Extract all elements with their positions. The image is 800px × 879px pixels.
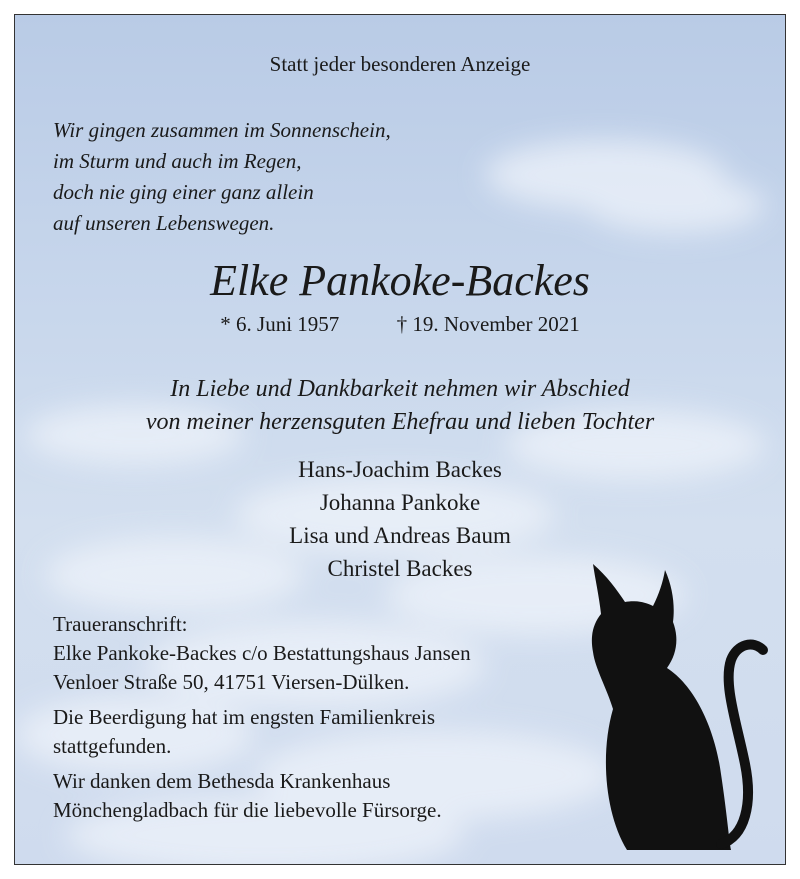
deceased-name: Elke Pankoke-Backes [210, 256, 590, 305]
family-member: Hans-Joachim Backes [298, 457, 502, 482]
address-heading: Traueranschrift: [53, 612, 188, 636]
farewell-text [15, 373, 785, 439]
poem-line: Wir gingen zusammen im Sonnenschein, [53, 118, 391, 142]
thanks-note-line: Mönchengladbach für die liebevolle Fürsorge. [53, 798, 442, 822]
death-date: † 19. November 2021 [396, 312, 580, 336]
burial-note-line: Die Beerdigung hat im engsten Familienkreis [53, 705, 435, 729]
info-block [53, 610, 471, 825]
poem-line: doch nie ging einer ganz allein [53, 180, 314, 204]
birth-date: * 6. Juni 1957 [220, 312, 340, 336]
poem [53, 115, 391, 239]
farewell-line: In Liebe und Dankbarkeit nehmen wir Abschied [170, 376, 630, 402]
poem-line: auf unseren Lebenswegen. [53, 211, 275, 235]
life-dates [15, 312, 785, 337]
address-line: Venloer Straße 50, 41751 Viersen-Dülken. [53, 670, 410, 694]
address-line: Elke Pankoke-Backes c/o Bestattungshaus Jansen [53, 641, 471, 665]
family-member: Johanna Pankoke [319, 490, 481, 515]
pre-title: Statt jeder besonderen Anzeige [269, 52, 531, 76]
family-member: Lisa und Andreas Baum [289, 523, 511, 548]
obituary-card [14, 14, 786, 865]
burial-note-line: stattgefunden. [53, 734, 172, 758]
poem-line: im Sturm und auch im Regen, [53, 149, 302, 173]
family-member: Christel Backes [327, 556, 473, 581]
thanks-note-line: Wir danken dem Bethesda Krankenhaus [53, 769, 391, 793]
cat-silhouette-icon [555, 564, 785, 864]
farewell-line: von meiner herzensguten Ehefrau und lieben Tochter [145, 409, 655, 435]
